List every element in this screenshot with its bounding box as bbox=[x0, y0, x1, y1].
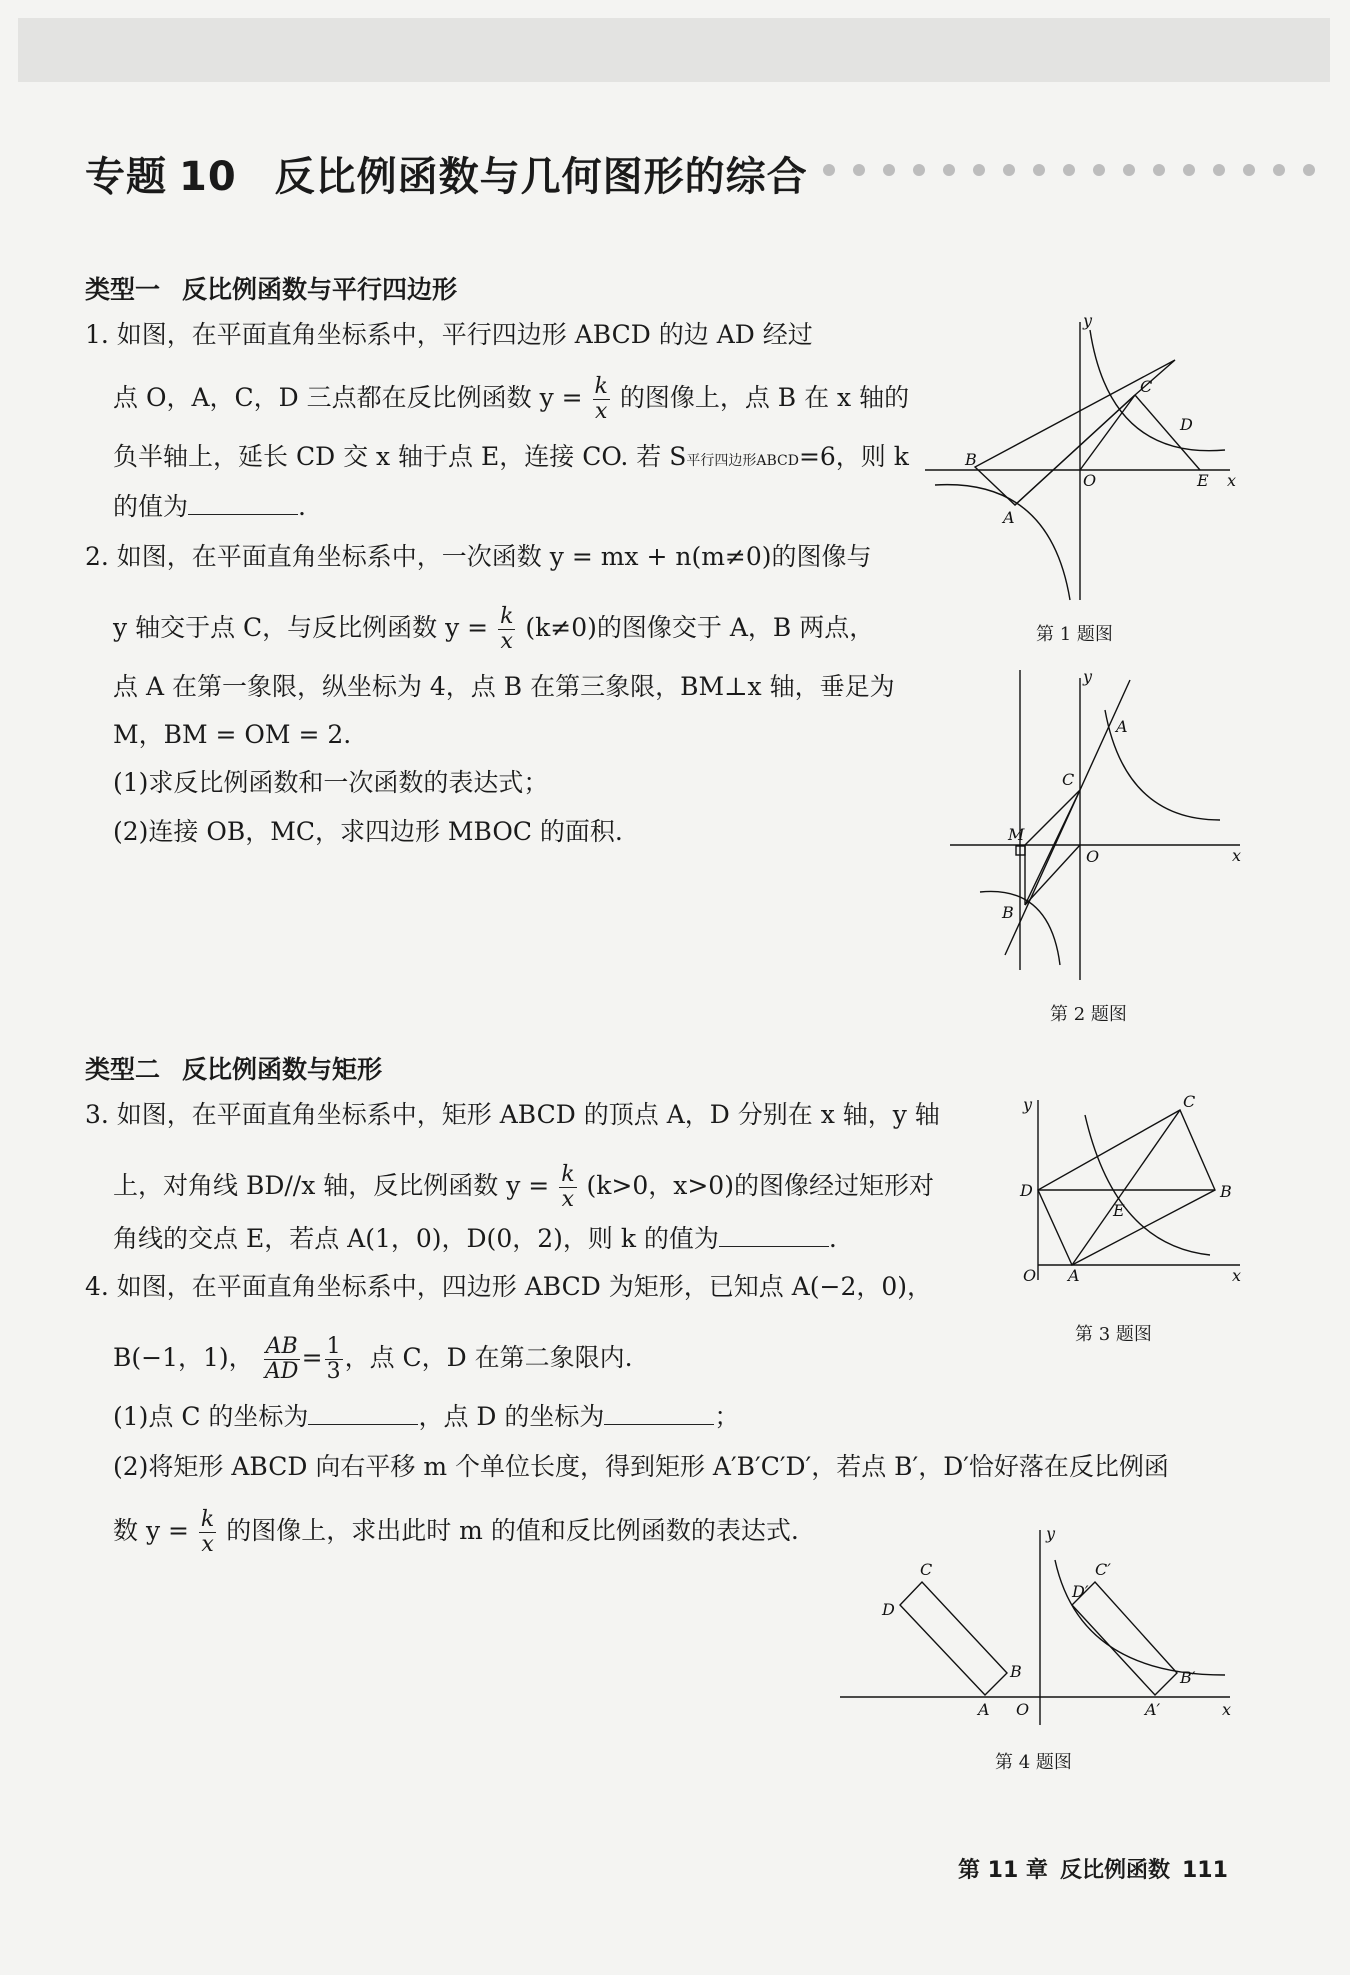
svg-text:A: A bbox=[1003, 508, 1015, 527]
decoration-dot bbox=[1123, 164, 1135, 176]
svg-text:D′: D′ bbox=[1072, 1582, 1089, 1601]
decoration-dot bbox=[973, 164, 985, 176]
svg-text:B′: B′ bbox=[1180, 1668, 1196, 1687]
svg-text:y: y bbox=[1083, 311, 1093, 330]
problem-2-line-4: M，BM = OM = 2. bbox=[113, 720, 352, 749]
problem-3-line-1: 3. 如图，在平面直角坐标系中，矩形 ABCD 的顶点 A，D 分别在 x 轴，y 轴 bbox=[85, 1100, 940, 1129]
svg-text:E: E bbox=[1113, 1201, 1125, 1220]
problem-4-question-2-cont: 数 y = $\frac{k}{x}$ 的图像上，求出此时 m 的值和反比例函数的表达式. bbox=[113, 1507, 799, 1557]
figure-2-caption: 第 2 题图 bbox=[1050, 1004, 1127, 1025]
svg-text:E: E bbox=[1197, 471, 1209, 490]
svg-text:O: O bbox=[1083, 471, 1097, 490]
figure-1 bbox=[925, 310, 1245, 600]
problem-1-line-1: 1. 如图，在平面直角坐标系中，平行四边形 ABCD 的边 AD 经过 bbox=[85, 320, 813, 349]
rectangle-abcd bbox=[900, 1582, 1007, 1695]
decoration-dot bbox=[913, 164, 925, 176]
chapter-label: 第 11 章 bbox=[958, 1858, 1048, 1883]
decoration-dot bbox=[1033, 164, 1045, 176]
problem-2-question-1: (1)求反比例函数和一次函数的表达式； bbox=[113, 768, 549, 797]
svg-text:B: B bbox=[1220, 1182, 1232, 1201]
decoration-dot bbox=[943, 164, 955, 176]
figure-2 bbox=[950, 667, 1250, 990]
svg-text:D: D bbox=[1180, 415, 1193, 434]
problem-1-line-4: 的值为 . bbox=[113, 492, 306, 521]
hyperbola-branch-1 bbox=[1090, 330, 1225, 451]
problem-4-question-2: (2)将矩形 ABCD 向右平移 m 个单位长度，得到矩形 A′B′C′D′，若点 B′，D′恰好落在反比例函 bbox=[113, 1452, 1169, 1481]
problem-2-line-2: y 轴交于点 C，与反比例函数 y = $\frac{k}{x}$ (k≠0)的图像交于 A，B 两点， bbox=[113, 604, 875, 654]
svg-text:M: M bbox=[1008, 825, 1025, 844]
decoration-dot bbox=[1003, 164, 1015, 176]
svg-text:x: x bbox=[1232, 1266, 1242, 1285]
svg-text:C: C bbox=[1183, 1092, 1196, 1111]
svg-text:O: O bbox=[1086, 847, 1100, 866]
page-number: 111 bbox=[1181, 1858, 1228, 1883]
problem-2-line-1: 2. 如图，在平面直角坐标系中，一次函数 y = mx + n(m≠0)的图像与 bbox=[85, 542, 872, 571]
svg-text:y: y bbox=[1023, 1095, 1033, 1114]
problem-4-line-1: 4. 如图，在平面直角坐标系中，四边形 ABCD 为矩形，已知点 A(−2，0)， bbox=[85, 1272, 933, 1301]
svg-text:A′: A′ bbox=[1145, 1700, 1161, 1719]
decoration-dot bbox=[1273, 164, 1285, 176]
decoration-dot bbox=[1243, 164, 1255, 176]
figure-3 bbox=[1010, 1092, 1250, 1290]
figure-4 bbox=[840, 1525, 1240, 1735]
svg-text:B: B bbox=[1002, 903, 1014, 922]
fraction-k-over-x: $\frac{k}{x}$ bbox=[594, 374, 608, 424]
problem-4-line-2: B(−1，1)， $\frac{AB}{AD}$ = $\frac{1}{3}$ ，点 C，D 在第二象限内. bbox=[113, 1334, 633, 1384]
svg-text:B: B bbox=[1010, 1662, 1022, 1681]
answer-blank bbox=[719, 1224, 829, 1247]
title-dots-decoration bbox=[822, 163, 1332, 177]
hyperbola-branch-2 bbox=[935, 485, 1070, 600]
header-band bbox=[18, 18, 1330, 82]
svg-text:C′: C′ bbox=[1095, 1560, 1111, 1579]
figure-4-caption: 第 4 题图 bbox=[995, 1752, 1072, 1773]
svg-text:x: x bbox=[1227, 471, 1237, 490]
page-title: 专题 10 反比例函数与几何图形的综合 bbox=[85, 154, 808, 200]
decoration-dot bbox=[883, 164, 895, 176]
figure-3-caption: 第 3 题图 bbox=[1075, 1324, 1152, 1345]
svg-text:y: y bbox=[1083, 667, 1093, 686]
svg-text:A: A bbox=[978, 1700, 990, 1719]
svg-text:D: D bbox=[882, 1600, 895, 1619]
figure-1-caption: 第 1 题图 bbox=[1036, 624, 1113, 645]
section-heading-1: 类型一 反比例函数与平行四边形 bbox=[85, 275, 458, 304]
svg-text:x: x bbox=[1232, 846, 1242, 865]
svg-text:x: x bbox=[1222, 1700, 1232, 1719]
decoration-dot bbox=[1183, 164, 1195, 176]
decoration-dot bbox=[1213, 164, 1225, 176]
decoration-dot bbox=[1093, 164, 1105, 176]
decoration-dot bbox=[853, 164, 865, 176]
svg-text:A: A bbox=[1068, 1266, 1080, 1285]
problem-3-line-3: 角线的交点 E，若点 A(1，0)，D(0，2)，则 k 的值为 . bbox=[113, 1224, 837, 1253]
chapter-title: 反比例函数 bbox=[1059, 1858, 1170, 1883]
hyperbola bbox=[1055, 1560, 1225, 1675]
decoration-dot bbox=[1153, 164, 1165, 176]
problem-3-line-2: 上，对角线 BD//x 轴，反比例函数 y = $\frac{k}{x}$ (k>0，x>0)的图像经过矩形对 bbox=[113, 1162, 934, 1212]
svg-text:A: A bbox=[1116, 717, 1128, 736]
answer-blank bbox=[188, 492, 298, 515]
svg-text:O: O bbox=[1023, 1266, 1037, 1285]
problem-1-line-3: 负半轴上，延长 CD 交 x 轴于点 E，连接 CO. 若 S平行四边形ABCD=6，则 k bbox=[113, 442, 909, 471]
svg-text:B: B bbox=[965, 450, 977, 469]
svg-text:D: D bbox=[1020, 1181, 1033, 1200]
svg-text:O: O bbox=[1016, 1700, 1030, 1719]
problem-1-line-2: 点 O，A，C，D 三点都在反比例函数 y = $\frac{k}{x}$ 的图像上，点 B 在 x 轴的 bbox=[113, 374, 910, 424]
page-footer bbox=[958, 1853, 1240, 1884]
problem-4-question-1: (1)点 C 的坐标为 ，点 D 的坐标为 ； bbox=[113, 1402, 740, 1431]
svg-text:C: C bbox=[1140, 377, 1153, 396]
problem-2-question-2: (2)连接 OB，MC，求四边形 MBOC 的面积. bbox=[113, 817, 623, 846]
decoration-dot bbox=[1063, 164, 1075, 176]
svg-text:C: C bbox=[1062, 770, 1075, 789]
decoration-dot bbox=[1303, 164, 1315, 176]
section-heading-2: 类型二 反比例函数与矩形 bbox=[85, 1055, 383, 1084]
svg-text:y: y bbox=[1046, 1524, 1056, 1543]
problem-2-line-3: 点 A 在第一象限，纵坐标为 4，点 B 在第三象限，BM⊥x 轴，垂足为 bbox=[113, 672, 895, 701]
decoration-dot bbox=[823, 164, 835, 176]
svg-text:C: C bbox=[920, 1560, 933, 1579]
